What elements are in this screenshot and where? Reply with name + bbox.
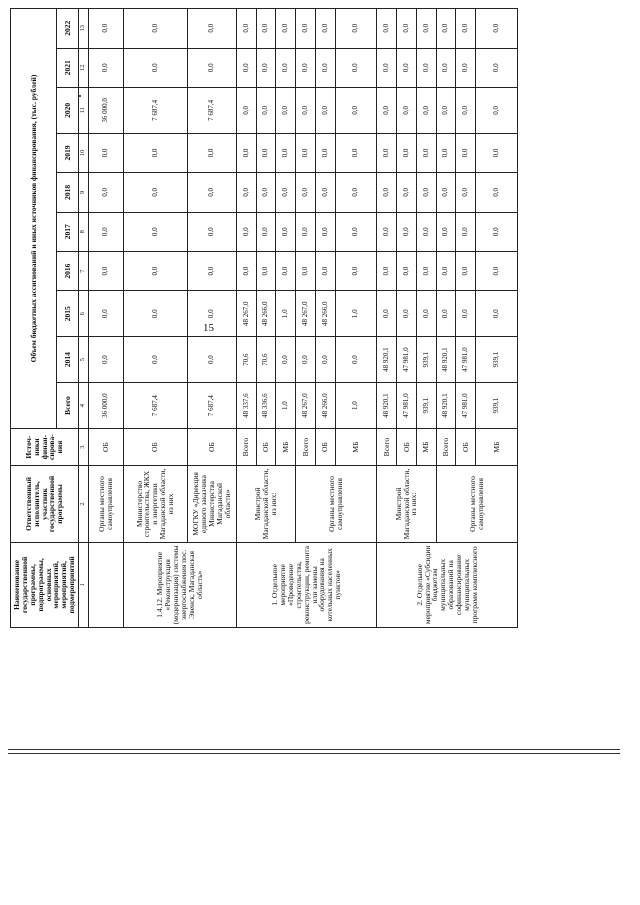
amount-cell: 0,0	[416, 251, 436, 290]
column-number: 11	[79, 87, 89, 133]
column-number: 7	[79, 251, 89, 290]
amount-cell: 0,0	[236, 133, 256, 172]
amount-cell: 0,0	[335, 173, 377, 212]
amount-cell: 0,0	[335, 48, 377, 87]
amount-cell: 0,0	[456, 133, 476, 172]
source-cell: Всего	[236, 429, 256, 466]
amount-cell: 0,0	[276, 9, 296, 49]
amount-cell: 0,0	[476, 87, 518, 133]
amount-cell: 0,0	[296, 212, 316, 251]
header-year: 2021	[57, 48, 79, 87]
amount-cell: 0,0	[315, 87, 335, 133]
responsible-cell: Органы местного самоуправления	[436, 466, 517, 543]
amount-cell: 0,0	[276, 251, 296, 290]
amount-cell: 0,0	[315, 133, 335, 172]
amount-cell: 0,0	[335, 9, 377, 49]
amount-cell: 0,0	[236, 9, 256, 49]
amount-cell: 7 687,4	[187, 87, 236, 133]
amount-cell: 0,0	[89, 337, 124, 383]
amount-cell: 0,0	[296, 48, 316, 87]
header-year: 2019	[57, 133, 79, 172]
amount-cell: 0,0	[296, 337, 316, 383]
amount-cell: 0,0	[256, 173, 276, 212]
divider-line	[8, 753, 620, 754]
amount-cell: 0,0	[256, 48, 276, 87]
amount-cell: 48 267,0	[236, 291, 256, 337]
amount-cell: 0,0	[397, 87, 417, 133]
source-cell: МБ	[416, 429, 436, 466]
amount-cell: 0,0	[377, 251, 397, 290]
amount-cell: 47 981,0	[456, 337, 476, 383]
amount-cell: 939,1	[416, 337, 436, 383]
header-name: Наименование государственной программы, подпрограммы, основных мероприятий, мероприятий, подмероприятий	[11, 542, 79, 627]
amount-cell: 0,0	[416, 48, 436, 87]
column-number: 1	[79, 542, 89, 627]
amount-cell: 0,0	[256, 87, 276, 133]
amount-cell: 47 981,0	[456, 383, 476, 429]
header-year: 2022	[57, 9, 79, 49]
amount-cell: 48 337,6	[236, 383, 256, 429]
amount-cell: 0,0	[377, 133, 397, 172]
amount-cell: 36 000,0	[89, 383, 124, 429]
program-name-cell	[89, 542, 124, 627]
amount-cell: 0,0	[436, 48, 456, 87]
amount-cell: 0,0	[377, 9, 397, 49]
source-cell: ОБ	[256, 429, 276, 466]
amount-cell: 48 266,0	[315, 291, 335, 337]
amount-cell: 0,0	[296, 173, 316, 212]
header-responsible: Ответственный исполнитель, участник государственной программы	[11, 466, 79, 543]
amount-cell: 0,0	[187, 337, 236, 383]
table-row	[236, 9, 256, 628]
amount-cell: 0,0	[236, 48, 256, 87]
amount-cell: 0,0	[89, 9, 124, 49]
amount-cell: 0,0	[123, 133, 187, 172]
amount-cell: 0,0	[296, 251, 316, 290]
amount-cell: 0,0	[335, 133, 377, 172]
amount-cell: 0,0	[187, 173, 236, 212]
responsible-cell: Минстрой Магаданской области, из них:	[236, 466, 295, 543]
amount-cell: 47 981,0	[397, 383, 417, 429]
amount-cell: 0,0	[123, 212, 187, 251]
amount-cell: 48 267,0	[296, 383, 316, 429]
amount-cell: 0,0	[436, 133, 456, 172]
amount-cell: 0,0	[187, 291, 236, 337]
amount-cell: 0,0	[123, 9, 187, 49]
amount-cell: 0,0	[476, 212, 518, 251]
rotated-table-wrapper	[10, 8, 518, 628]
amount-cell: 0,0	[377, 48, 397, 87]
amount-cell: 0,0	[236, 251, 256, 290]
amount-cell: 0,0	[256, 251, 276, 290]
amount-cell: 0,0	[315, 9, 335, 49]
amount-cell: 0,0	[436, 9, 456, 49]
amount-cell: 0,0	[276, 212, 296, 251]
amount-cell: 0,0	[315, 337, 335, 383]
amount-cell: 0,0	[187, 9, 236, 49]
amount-cell: 0,0	[123, 173, 187, 212]
source-cell: Всего	[377, 429, 397, 466]
amount-cell: 0,0	[397, 9, 417, 49]
amount-cell: 1,0	[335, 291, 377, 337]
amount-cell: 7 687,4	[187, 383, 236, 429]
amount-cell: 0,0	[416, 87, 436, 133]
program-name-cell: 2. Отдельное мероприятие «Субсидии бюджетам муниципальных образований на софинансирование муниципальных программ комплексного	[377, 542, 518, 627]
amount-cell: 48 266,0	[256, 291, 276, 337]
header-year: 2015	[57, 291, 79, 337]
financing-table	[10, 8, 518, 628]
amount-cell: 0,0	[89, 173, 124, 212]
amount-cell: 0,0	[296, 9, 316, 49]
amount-cell: 0,0	[89, 212, 124, 251]
amount-cell: 0,0	[416, 133, 436, 172]
header-total: Всего	[57, 383, 79, 429]
amount-cell: 0,0	[315, 48, 335, 87]
program-name-cell: 1.4.12. Мероприятие «Реконструкция (модернизация) системы энергоснабжения пос. Эвенск, Магаданская область»	[123, 542, 236, 627]
source-cell: ОБ	[123, 429, 187, 466]
amount-cell: 0,0	[123, 291, 187, 337]
amount-cell: 0,0	[187, 212, 236, 251]
amount-cell: 7 687,4	[123, 87, 187, 133]
amount-cell: 0,0	[476, 173, 518, 212]
table-body	[89, 9, 518, 628]
amount-cell: 0,0	[123, 337, 187, 383]
amount-cell: 0,0	[89, 48, 124, 87]
source-cell: ОБ	[456, 429, 476, 466]
column-number: 9	[79, 173, 89, 212]
responsible-cell: МОГКУ «Дирекция единого заказчика Министерства Магаданской области»	[187, 466, 236, 543]
header-year: 2017	[57, 212, 79, 251]
amount-cell: 0,0	[315, 251, 335, 290]
source-cell: ОБ	[397, 429, 417, 466]
responsible-cell: Органы местного самоуправления	[89, 466, 124, 543]
amount-cell: 48 920,1	[436, 337, 456, 383]
amount-cell: 0,0	[476, 48, 518, 87]
source-cell: МБ	[476, 429, 518, 466]
amount-cell: 0,0	[416, 291, 436, 337]
amount-cell: 0,0	[335, 87, 377, 133]
source-cell: МБ	[335, 429, 377, 466]
source-cell: Всего	[296, 429, 316, 466]
amount-cell: 0,0	[256, 133, 276, 172]
table-row	[296, 9, 316, 628]
amount-cell: 0,0	[276, 87, 296, 133]
amount-cell: 0,0	[397, 291, 417, 337]
amount-cell: 0,0	[315, 212, 335, 251]
source-cell: ОБ	[187, 429, 236, 466]
amount-cell: 0,0	[335, 337, 377, 383]
header-year: 2014	[57, 337, 79, 383]
amount-cell: 0,0	[456, 251, 476, 290]
amount-cell: 0,0	[296, 87, 316, 133]
amount-cell: 0,0	[476, 291, 518, 337]
amount-cell: 0,0	[276, 337, 296, 383]
source-cell: ОБ	[89, 429, 124, 466]
amount-cell: 0,0	[123, 48, 187, 87]
amount-cell: 0,0	[335, 251, 377, 290]
amount-cell: 0,0	[377, 87, 397, 133]
amount-cell: 0,0	[236, 87, 256, 133]
amount-cell: 1,0	[335, 383, 377, 429]
source-cell: ОБ	[315, 429, 335, 466]
amount-cell: 0,0	[436, 87, 456, 133]
amount-cell: 0,0	[416, 173, 436, 212]
amount-cell: 0,0	[416, 212, 436, 251]
amount-cell: 0,0	[456, 291, 476, 337]
amount-cell: 0,0	[436, 212, 456, 251]
amount-cell: 0,0	[89, 251, 124, 290]
amount-cell: 0,0	[397, 133, 417, 172]
source-cell: МБ	[276, 429, 296, 466]
amount-cell: 0,0	[236, 212, 256, 251]
amount-cell: 939,1	[476, 337, 518, 383]
amount-cell: 48 920,1	[436, 383, 456, 429]
table-row	[123, 9, 187, 628]
amount-cell: 36 000,0	[89, 87, 124, 133]
amount-cell: 48 920,1	[377, 383, 397, 429]
column-number: 8	[79, 212, 89, 251]
amount-cell: 0,0	[456, 9, 476, 49]
column-number: 2	[79, 466, 89, 543]
amount-cell: 0,0	[315, 173, 335, 212]
column-number: 4	[79, 383, 89, 429]
amount-cell: 0,0	[436, 251, 456, 290]
amount-cell: 0,0	[89, 291, 124, 337]
amount-cell: 0,0	[89, 133, 124, 172]
amount-cell: 1,0	[276, 291, 296, 337]
amount-cell: 0,0	[335, 212, 377, 251]
responsible-cell: Органы местного самоуправления	[296, 466, 377, 543]
header-financing-group: Объем бюджетных ассигнований и иных источников финансирования, (тыс. рублей)	[11, 9, 57, 429]
amount-cell: 70,6	[256, 337, 276, 383]
amount-cell: 0,0	[476, 251, 518, 290]
header-year: 2020	[57, 87, 79, 133]
divider-line	[8, 749, 620, 750]
amount-cell: 0,0	[476, 133, 518, 172]
amount-cell: 0,0	[397, 173, 417, 212]
amount-cell: 48 267,0	[296, 291, 316, 337]
amount-cell: 0,0	[456, 87, 476, 133]
amount-cell: 0,0	[276, 48, 296, 87]
amount-cell: 0,0	[187, 251, 236, 290]
amount-cell: 1,0	[276, 383, 296, 429]
amount-cell: 0,0	[397, 212, 417, 251]
amount-cell: 0,0	[456, 212, 476, 251]
table-row	[377, 9, 397, 628]
amount-cell: 0,0	[256, 9, 276, 49]
amount-cell: 0,0	[377, 212, 397, 251]
amount-cell: 939,1	[476, 383, 518, 429]
amount-cell: 48 266,0	[315, 383, 335, 429]
column-number: 5	[79, 337, 89, 383]
source-cell: Всего	[436, 429, 456, 466]
amount-cell: 70,6	[236, 337, 256, 383]
amount-cell: 0,0	[296, 133, 316, 172]
column-number: 12	[79, 48, 89, 87]
table-header	[11, 9, 89, 628]
amount-cell: 0,0	[416, 9, 436, 49]
amount-cell: 7 687,4	[123, 383, 187, 429]
amount-cell: 0,0	[377, 291, 397, 337]
amount-cell: 0,0	[436, 173, 456, 212]
amount-cell: 48 336,6	[256, 383, 276, 429]
amount-cell: 0,0	[256, 212, 276, 251]
table-row	[187, 9, 236, 628]
table-row	[89, 9, 124, 628]
column-number: 3	[79, 429, 89, 466]
amount-cell: 0,0	[276, 173, 296, 212]
header-year: 2016	[57, 251, 79, 290]
amount-cell: 0,0	[456, 48, 476, 87]
amount-cell: 0,0	[456, 173, 476, 212]
amount-cell: 0,0	[276, 133, 296, 172]
amount-cell: 0,0	[397, 251, 417, 290]
amount-cell: 0,0	[436, 291, 456, 337]
amount-cell: 47 981,0	[397, 337, 417, 383]
amount-cell: 0,0	[123, 251, 187, 290]
header-year: 2018	[57, 173, 79, 212]
amount-cell: 0,0	[236, 173, 256, 212]
header-source: Источ-ники финан-сирова-ния	[11, 429, 79, 466]
responsible-cell: Министерство строительства, ЖКХ и энергетики Магаданской области, из них	[123, 466, 187, 543]
column-number: 13	[79, 9, 89, 49]
amount-cell: 0,0	[397, 48, 417, 87]
table-row	[436, 9, 456, 628]
amount-cell: 0,0	[187, 133, 236, 172]
page-number: 15	[203, 322, 214, 334]
responsible-cell: Минстрой Магаданской области, из них:	[377, 466, 436, 543]
amount-cell: 0,0	[476, 9, 518, 49]
column-number: 6	[79, 291, 89, 337]
amount-cell: 0,0	[187, 48, 236, 87]
amount-cell: 939,1	[416, 383, 436, 429]
program-name-cell: 1. Отдельное мероприятие «Проведение строительства, реконструкции, ремонта или замены оборудования на котельных населенных пунктов»	[236, 542, 376, 627]
amount-cell: 0,0	[377, 173, 397, 212]
column-number: 10	[79, 133, 89, 172]
amount-cell: 48 920,1	[377, 337, 397, 383]
